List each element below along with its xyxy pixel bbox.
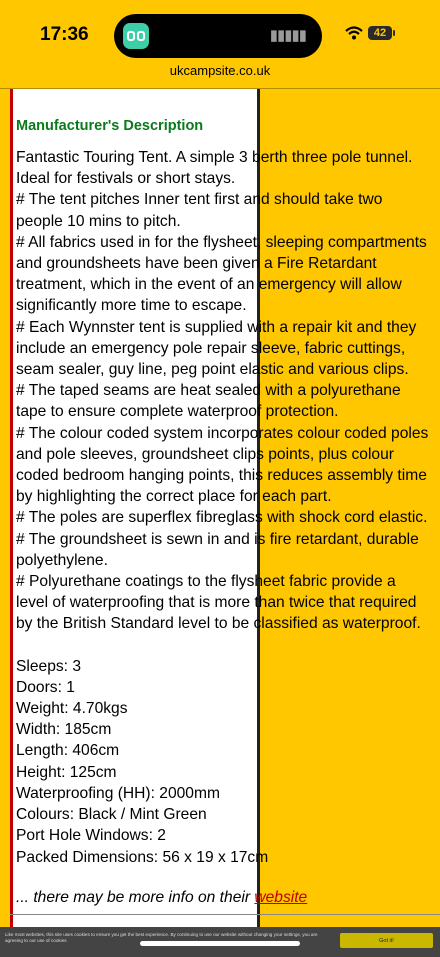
description-line: tape to ensure complete waterproof protection. [16, 403, 339, 421]
spec-item: Colours: Black / Mint Green [16, 806, 207, 824]
status-time: 17:36 [40, 24, 89, 45]
content-bottom-divider [10, 914, 440, 915]
spec-item: Doors: 1 [16, 678, 75, 696]
description-line: Ideal for festivals or short stays. [16, 170, 236, 188]
home-indicator[interactable] [140, 941, 300, 946]
spec-item: Width: 185cm [16, 721, 112, 739]
description-line: and groundsheets have been given a Fire Retardant [16, 255, 377, 273]
spec-item: Waterproofing (HH): 2000mm [16, 784, 220, 802]
cookie-accept-button[interactable]: Got it! [340, 933, 433, 948]
address-bar-url[interactable]: ukcampsite.co.uk [169, 63, 271, 78]
description-line: # The colour coded system incorporates colour coded poles [16, 424, 429, 442]
section-heading: Manufacturer's Description [16, 118, 204, 134]
wifi-icon [345, 26, 363, 40]
description-line: significantly more time to escape. [16, 297, 247, 315]
column-left-border [10, 89, 13, 957]
description-line: seam sealer, guy line, peg point elastic and various clips. [16, 361, 409, 379]
description-line: by highlighting the correct place for each part. [16, 488, 332, 506]
description-line: # Polyurethane coatings to the flysheet fabric provide a [16, 573, 396, 591]
dynamic-island [114, 14, 322, 58]
description-line: and pole sleeves, groundsheet clips points, plus colour [16, 445, 394, 463]
cookie-message: Like most websites, this site uses cookies to ensure you get the best experience. By continuing to use our website without changing your settings, you are agreeing to our use of cookies [5, 932, 318, 943]
description-line: level of waterproofing that is more than twice that required [16, 594, 417, 612]
more-info-text: ... there may be more info on their [16, 888, 255, 906]
description-line: polyethylene. [16, 551, 108, 569]
battery-icon: 42 [368, 26, 392, 40]
description-line: # The tent pitches Inner tent first and should take two [16, 191, 383, 209]
audio-waveform-icon: ▮▮▮▮▮ [269, 27, 306, 44]
spec-item: Height: 125cm [16, 763, 117, 781]
description-line: # The taped seams are heat sealed with a polyurethane [16, 382, 401, 400]
spec-item: Weight: 4.70kgs [16, 700, 128, 718]
spec-item: Length: 406cm [16, 742, 120, 760]
spec-item: Port Hole Windows: 2 [16, 827, 166, 845]
spec-item: Sleeps: 3 [16, 657, 82, 675]
description-line: # The poles are superflex fibreglass with shock cord elastic. [16, 509, 428, 527]
description-line: by the British Standard level to be classified as waterproof. [16, 615, 421, 633]
description-line: Fantastic Touring Tent. A simple 3 berth three pole tunnel. [16, 149, 413, 166]
description-line: # All fabrics used in for the flysheet, sleeping compartments [16, 233, 427, 251]
description-line: # Each Wynnster tent is supplied with a repair kit and they [16, 318, 417, 336]
status-bar [0, 0, 440, 60]
app-activity-icon [123, 23, 149, 49]
spec-item: Packed Dimensions: 56 x 19 x 17cm [16, 848, 269, 866]
description-line: coded bedroom hanging points, this reduces assembly time [16, 467, 427, 485]
description-line: people 10 mins to pitch. [16, 212, 181, 230]
more-info-line [16, 887, 440, 908]
description-line: treatment, which in the event of an emergency will allow [16, 276, 402, 294]
description-line: include an emergency pole repair sleeve, fabric cuttings, [16, 339, 406, 357]
description-line: # The groundsheet is sewn in and is fire retardant, durable [16, 530, 419, 548]
website-link[interactable]: website [254, 888, 308, 906]
description-text [16, 147, 440, 635]
article-content [16, 118, 440, 908]
specs-list [16, 656, 440, 868]
